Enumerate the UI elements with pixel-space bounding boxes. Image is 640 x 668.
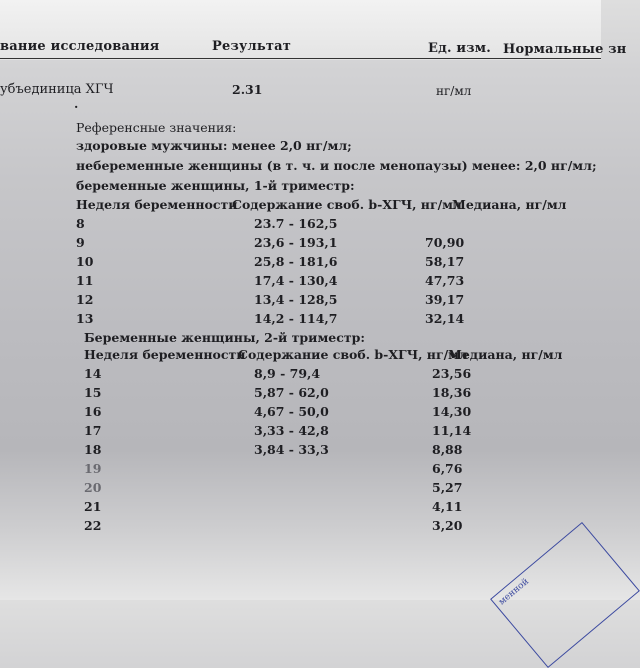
table-row [0, 254, 601, 272]
table-header-cell: Неделя беременности [84, 347, 246, 362]
reference-title: Референсные значения: [76, 120, 237, 135]
table-cell: 11,14 [432, 423, 472, 438]
table-row [0, 273, 601, 291]
table-cell: 4,67 - 50,0 [254, 404, 329, 419]
table-header-cell: Содержание своб. b-ХГЧ, нг/мл [238, 347, 468, 362]
table-cell: 23,56 [432, 366, 472, 381]
table-cell: 14 [84, 366, 102, 381]
table-cell: 21 [84, 499, 102, 514]
table-row [0, 216, 601, 234]
table-cell: 10 [76, 254, 94, 269]
table-cell: 47,73 [425, 273, 465, 288]
trimester-1-title: беременные женщины, 1-й триместр: [76, 178, 355, 193]
table-cell: 15 [84, 385, 102, 400]
table-row [0, 423, 601, 441]
table-cell: 23.7 - 162,5 [254, 216, 338, 231]
table-row [0, 292, 601, 310]
test-result: 2.31 [232, 82, 263, 97]
table-cell: 9 [76, 235, 85, 250]
table-cell: 14,30 [432, 404, 472, 419]
column-header-normal-values: Нормальные зн [503, 42, 627, 57]
table-row [0, 442, 601, 460]
table-row [0, 235, 601, 253]
table-cell: 22 [84, 518, 102, 533]
table-cell: 18,36 [432, 385, 472, 400]
table-header-cell: Медиана, нг/мл [452, 197, 567, 212]
table-cell: 39,17 [425, 292, 465, 307]
table-row [0, 480, 601, 498]
table-cell: 8,88 [432, 442, 463, 457]
reference-men: здоровые мужчины: менее 2,0 нг/мл; [76, 138, 352, 153]
table-cell: 32,14 [425, 311, 465, 326]
table-row [0, 518, 601, 536]
table-cell: 17 [84, 423, 102, 438]
table-cell: 11 [76, 273, 94, 288]
table-cell: 23,6 - 193,1 [254, 235, 338, 250]
column-header-unit: Ед. изм. [428, 41, 491, 56]
table-row [0, 311, 601, 329]
table-cell: 16 [84, 404, 102, 419]
table-cell: 70,90 [425, 235, 465, 250]
table-cell: 17,4 - 130,4 [254, 273, 338, 288]
table-cell: 20 [84, 480, 102, 495]
table-row [0, 366, 601, 384]
table-cell: 12 [76, 292, 94, 307]
column-header-result: Результат [212, 39, 291, 54]
table-cell: 19 [84, 461, 102, 476]
table-header-cell: Содержание своб. b-ХГЧ, нг/мл [232, 197, 462, 212]
table-header-row [0, 197, 601, 215]
table-cell: 3,20 [432, 518, 463, 533]
table-cell: 4,11 [432, 499, 463, 514]
reference-nonpregnant-women: небеременные женщины (в т. ч. и после менопаузы) менее: 2,0 нг/мл; [76, 158, 597, 173]
table-cell: 13 [76, 311, 94, 326]
table-header-cell: Медиана, нг/мл [448, 347, 563, 362]
separator-dot: . [74, 96, 79, 111]
table-header-cell: Неделя беременности [76, 197, 238, 212]
table-cell: 3,84 - 33,3 [254, 442, 329, 457]
column-header-test-name: вание исследования [0, 39, 160, 54]
table-cell: 58,17 [425, 254, 465, 269]
table-row [0, 499, 601, 517]
table-row [0, 404, 601, 422]
table-cell: 6,76 [432, 461, 463, 476]
table-cell: 3,33 - 42,8 [254, 423, 329, 438]
table-cell: 13,4 - 128,5 [254, 292, 338, 307]
trimester-2-title: Беременные женщины, 2-й триместр: [84, 330, 365, 345]
table-row [0, 461, 601, 479]
table-cell: 25,8 - 181,6 [254, 254, 338, 269]
stamp [490, 522, 640, 668]
table-row [0, 385, 601, 403]
test-name: убъединица ХГЧ [0, 82, 114, 97]
table-cell: 14,2 - 114,7 [254, 311, 338, 326]
table-cell: 5,87 - 62,0 [254, 385, 329, 400]
test-unit: нг/мл [436, 84, 472, 98]
table-cell: 5,27 [432, 480, 463, 495]
header-divider [0, 58, 601, 59]
table-header-row [0, 347, 601, 365]
stamp-text: менной [497, 576, 531, 608]
table-cell: 18 [84, 442, 102, 457]
table-cell: 8,9 - 79,4 [254, 366, 321, 381]
table-cell: 8 [76, 216, 85, 231]
